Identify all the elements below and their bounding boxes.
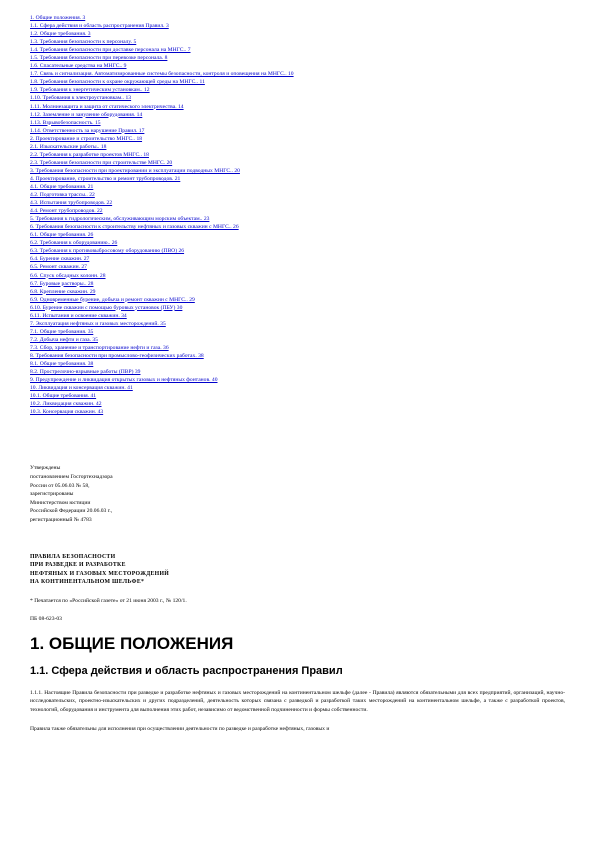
- toc-item: [30, 239, 565, 247]
- toc-link[interactable]: 1. Общие положения. 3: [30, 15, 86, 21]
- toc-item: [30, 288, 565, 296]
- toc-link[interactable]: 5. Требования к гидрологическим, обслуживающим морским объектам.. 23: [30, 216, 210, 223]
- toc-item: [30, 103, 565, 111]
- toc-item: [30, 207, 565, 215]
- toc-link[interactable]: 1.13. Взрывобезопасность. 15: [30, 119, 101, 126]
- toc-item: [30, 127, 565, 135]
- approval-line: Утверждены: [30, 465, 61, 472]
- toc-item: [30, 135, 565, 143]
- toc-link[interactable]: 6.4. Бурение скважин. 27: [30, 256, 90, 263]
- rules-title-line: НА КОНТИНЕНТАЛЬНОМ ШЕЛЬФЕ*: [30, 579, 145, 586]
- rules-title-line: ПРАВИЛА БЕЗОПАСНОСТИ: [30, 553, 116, 560]
- toc-link[interactable]: 6.8. Крепление скважин. 29: [30, 288, 96, 295]
- toc-item: [30, 175, 565, 183]
- toc-link[interactable]: 1.14. Ответственность за нарушение Правил. 17: [30, 127, 145, 134]
- toc-link[interactable]: 6.2. Требования к оборудованию.. 26: [30, 240, 118, 247]
- toc-link[interactable]: 10.1. Общие требования. 41: [30, 393, 97, 400]
- toc-item: [30, 223, 565, 231]
- approval-line: России от 05.06.03 № 58,: [30, 482, 90, 489]
- rules-title: [30, 553, 565, 587]
- toc-item: [30, 62, 565, 70]
- toc-item: [30, 320, 565, 328]
- toc-link[interactable]: 4. Проектирование, строительство и ремонт трубопроводов. 21: [30, 175, 181, 182]
- toc-link[interactable]: 2.1. Изыскательские работы.. 18: [30, 143, 107, 150]
- toc-link[interactable]: 4.2. Подготовка трассы.. 22: [30, 192, 95, 199]
- toc-link[interactable]: 6.5. Ремонт скважин. 27: [30, 264, 87, 271]
- toc-item: [30, 22, 565, 30]
- approval-line: постановлением Госгортехнадзора: [30, 473, 113, 480]
- approval-line: зарегистрированы: [30, 491, 74, 498]
- toc-link[interactable]: 3. Требования безопасности при проектировании и эксплуатации подводных МНГС.. 20: [30, 167, 240, 174]
- rules-title-line: ПРИ РАЗВЕДКЕ И РАЗРАБОТКЕ: [30, 562, 126, 569]
- toc-item: [30, 368, 565, 376]
- toc-item: [30, 191, 565, 199]
- toc-link[interactable]: 1.6. Спасательные средства на МНГС.. 9: [30, 63, 127, 70]
- toc-item: [30, 344, 565, 352]
- toc-item: [30, 183, 565, 191]
- footnote: * Печатается по «Российской газете» от 21 июня 2003 г., № 120/1.: [30, 597, 187, 604]
- toc-link[interactable]: 9. Предупреждение и ликвидация открытых газовых и нефтяных фонтанов. 40: [30, 377, 218, 384]
- toc-link[interactable]: 4.1. Общие требования. 21: [30, 183, 94, 190]
- toc-item: [30, 400, 565, 408]
- toc-link[interactable]: 1.9. Требования к энергетическим установкам.. 12: [30, 87, 150, 94]
- toc-item: [30, 14, 565, 22]
- approval-line: Российской Федерации 20.06.03 г.,: [30, 508, 113, 515]
- toc-link[interactable]: 4.3. Испытания трубопроводов. 22: [30, 200, 113, 207]
- toc-link[interactable]: 1.10. Требования к электроустановкам.. 13: [30, 95, 132, 102]
- toc-item: [30, 78, 565, 86]
- toc-link[interactable]: 8.1. Общие требования. 38: [30, 361, 94, 368]
- toc-item: [30, 54, 565, 62]
- toc-item: [30, 328, 565, 336]
- toc-link[interactable]: 1.7. Связь и сигнализация. Автоматизированные системы безопасности, контроля и оповещения на МНГС.. 10: [30, 71, 294, 78]
- rules-title-line: НЕФТЯНЫХ И ГАЗОВЫХ МЕСТОРОЖДЕНИЙ: [30, 570, 170, 577]
- toc-item: [30, 86, 565, 94]
- toc-link[interactable]: 7. Эксплуатация нефтяных и газовых месторождений. 35: [30, 320, 166, 327]
- approval-line: регистрационный № 4783: [30, 516, 92, 523]
- toc-item: [30, 392, 565, 400]
- toc-link[interactable]: 1.2. Общие требования. 3: [30, 31, 91, 38]
- document-code: ПБ 08-623-03: [30, 615, 62, 622]
- toc-item: [30, 312, 565, 320]
- toc-link[interactable]: 6.1. Общие требования. 26: [30, 232, 94, 239]
- toc-link[interactable]: 6. Требования безопасности к строительству нефтяных и газовых скважин с МНГС.. 26: [30, 224, 239, 231]
- toc-item: [30, 30, 565, 38]
- toc-link[interactable]: 2.2. Требования к разработке проектов МНГС.. 18: [30, 151, 149, 158]
- document-page: [30, 14, 565, 733]
- toc-link[interactable]: 1.11. Молниезащита и защита от статического электричества. 14: [30, 103, 184, 110]
- toc-link[interactable]: 7.1. Общие требования. 35: [30, 328, 94, 335]
- toc-link[interactable]: 7.2. Добыча нефти и газа. 35: [30, 336, 98, 343]
- toc-item: [30, 46, 565, 54]
- toc-item: [30, 352, 565, 360]
- toc-link[interactable]: 4.4. Ремонт трубопроводов. 22: [30, 208, 103, 215]
- toc-item: [30, 199, 565, 207]
- toc-item: [30, 159, 565, 167]
- toc-item: [30, 408, 565, 416]
- toc-link[interactable]: 1.5. Требования безопасности при перевозке персонала. 8: [30, 55, 168, 62]
- subsection-heading: 1.1. Сфера действия и область распространения Правил: [30, 664, 343, 677]
- toc-link[interactable]: 6.9. Одновременные бурение, добыча и ремонт скважин с МНГС.. 29: [30, 296, 195, 303]
- toc-link[interactable]: 1.8. Требования безопасности к охране окружающей среды на МНГС.. 11: [30, 79, 205, 86]
- toc-item: [30, 263, 565, 271]
- toc-item: [30, 304, 565, 312]
- toc-link[interactable]: 2.3. Требования безопасности при строительстве МНГС. 20: [30, 159, 173, 166]
- toc-item: [30, 336, 565, 344]
- toc-item: [30, 111, 565, 119]
- section-heading: 1. ОБЩИЕ ПОЛОЖЕНИЯ: [30, 633, 234, 653]
- toc-item: [30, 255, 565, 263]
- toc-link[interactable]: 7.3. Сбор, хранение и транспортирование нефти и газа. 36: [30, 344, 169, 351]
- toc-link[interactable]: 10.2. Ликвидация скважин. 42: [30, 401, 102, 408]
- toc-item: [30, 119, 565, 127]
- toc-link[interactable]: 10. Ликвидация и консервация скважин. 41: [30, 385, 133, 392]
- paragraph: Правила также обязательны для исполнения при осуществлении деятельности по разведке и разработке нефтяных, газовых и: [30, 725, 330, 732]
- toc-link[interactable]: 6.3. Требования к противовыбросовому оборудованию (ПВО) 26: [30, 248, 185, 255]
- toc-item: [30, 272, 565, 280]
- toc-item: [30, 360, 565, 368]
- toc-item: [30, 143, 565, 151]
- toc-link[interactable]: 6.10. Бурение скважин с помощью буровых установок (ПБУ) 30: [30, 304, 183, 311]
- toc-link[interactable]: 6.11. Испытания и освоение скважин. 34: [30, 312, 127, 319]
- toc-item: [30, 167, 565, 175]
- toc-link[interactable]: 8.2. Прострелочно-взрывные работы (ПВР) 39: [30, 369, 141, 376]
- toc-item: [30, 94, 565, 102]
- approval-line: Министерством юстиции: [30, 499, 91, 506]
- toc-item: [30, 296, 565, 304]
- toc-item: [30, 280, 565, 288]
- toc-item: [30, 215, 565, 223]
- toc-link[interactable]: 1.12. Заземление и зануление оборудования. 14: [30, 111, 143, 118]
- toc-link[interactable]: 1.3. Требования безопасности к персоналу. 5: [30, 39, 137, 46]
- toc-link[interactable]: 1.4. Требования безопасности при доставке персонала на МНГС.. 7: [30, 47, 191, 54]
- toc-item: [30, 376, 565, 384]
- paragraph: 1.1.1. Настоящие Правила безопасности при разведке и разработке нефтяных и газовых месторождений на континентальном шельфе (далее - Правила) являются обязательными для всех предприятий, организаций, научно-исследовательских, проектно-изыскательских и других подразделений, деятельность которых связана с разведкой и разработкой таких месторождений на континентальном шельфе, а также с разработкой проектов, технологий, оборудования и инструмента для выполнения этих работ, независимо от ведомственной подчиненности и формы собственности.: [30, 689, 565, 714]
- toc-item: [30, 231, 565, 239]
- toc-item: [30, 247, 565, 255]
- toc-item: [30, 151, 565, 159]
- toc-item: [30, 38, 565, 46]
- toc-link[interactable]: 8. Требования безопасности при промыслово-геофизических работах. 38: [30, 352, 204, 359]
- toc-link[interactable]: 6.6. Спуск обсадных колонн. 28: [30, 272, 106, 279]
- toc-item: [30, 70, 565, 78]
- toc-link[interactable]: 1.1. Сфера действия и область распространения Правил. 3: [30, 23, 169, 30]
- approval-block: [30, 464, 565, 524]
- toc-link[interactable]: 10.3. Консервация скважин. 43: [30, 409, 104, 416]
- toc-link[interactable]: 2. Проектирование и строительство МНГС.. 18: [30, 135, 143, 142]
- toc-item: [30, 384, 565, 392]
- toc-link[interactable]: 6.7. Буровые растворы.. 28: [30, 280, 94, 287]
- table-of-contents: [30, 14, 565, 416]
